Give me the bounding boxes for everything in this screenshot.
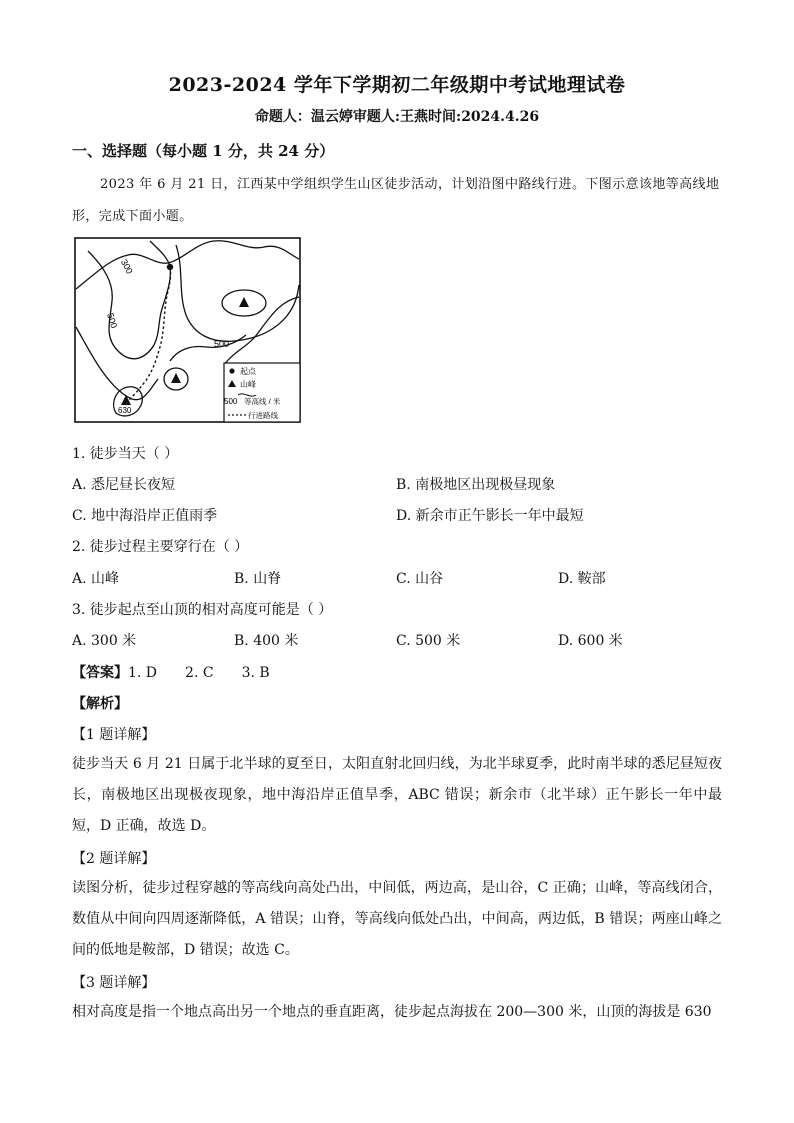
contour-label-300: 300 (118, 257, 135, 276)
contour-label-500-left: 500 (105, 311, 120, 330)
map-legend (224, 363, 300, 422)
start-point-marker (167, 264, 173, 270)
analysis-label: 【解析】 (72, 696, 128, 712)
contour-map (74, 237, 301, 423)
legend-contour-label: 等高线 / 米 (244, 397, 281, 406)
question-1-option-a: A. 悉尼昼长夜短 (72, 477, 176, 493)
contour-label-500-right: 500 (214, 339, 230, 349)
answer-item-2: 2. C (185, 665, 214, 681)
legend-peak-label: 山峰 (240, 380, 256, 389)
analysis-q3-text: 相对高度是指一个地点高出另一个地点的垂直距离，徒步起点海拔在 200—300 米，山顶的海拔是 630 (72, 1004, 712, 1020)
peak-label-630: 630 (118, 406, 132, 415)
question-2-option-d: D. 鞍部 (558, 571, 606, 587)
analysis-q1-text: 徒步当天 6 月 21 日属于北半球的夏至日，太阳直射北回归线，为北半球夏季，此时南半球的悉尼昼短夜长，南极地区出现极夜现象，地中海沿岸正值旱季，ABC 错误；新余市（北半球）正午影长一年中最短，D 正确，故选 D。 (72, 756, 722, 834)
question-1-option-c: C. 地中海沿岸正值雨季 (72, 508, 218, 524)
question-3-option-d: D. 600 米 (558, 633, 623, 649)
section-heading-choice: 一、选择题（每小题 1 分，共 24 分） (72, 142, 335, 160)
question-2-option-b: B. 山脊 (234, 571, 282, 587)
question-1-stem: 1. 徒步当天（ ） (72, 446, 179, 462)
question-3-stem: 3. 徒步起点至山顶的相对高度可能是（ ） (72, 602, 333, 618)
legend-route-label: 行进路线 (248, 411, 278, 420)
analysis-q1-label: 【1 题详解】 (72, 727, 156, 743)
question-2-stem: 2. 徒步过程主要穿行在（ ） (72, 539, 249, 555)
intro-line-1: 2023 年 6 月 21 日，江西某中学组织学生山区徒步活动，计划沿图中路线行进。下图示意该地等高线地 (100, 177, 720, 192)
legend-contour-value: 500 (224, 397, 238, 406)
answer-item-1: 1. D (128, 665, 158, 681)
intro-line-2: 形，完成下面小题。 (72, 209, 193, 224)
analysis-q2-text: 读图分析，徒步过程穿越的等高线向高处凸出，中间低，两边高，是山谷，C 正确；山峰，等高线闭合，数值从中间向四周逐渐降低，A 错误；山脊，等高线向低处凸出，中间高，两边低，B 错误；两座山峰之间的低地是鞍部，D 错误；故选 C。 (72, 880, 722, 958)
analysis-q3-label: 【3 题详解】 (72, 975, 156, 991)
analysis-q2-label: 【2 题详解】 (72, 851, 156, 867)
question-3-option-c: C. 500 米 (396, 633, 461, 649)
exam-authors: 命题人：温云婷审题人:王燕时间:2024.4.26 (254, 109, 540, 125)
legend-start-label: 起点 (240, 367, 256, 376)
question-2-option-a: A. 山峰 (72, 571, 120, 587)
answer-label: 【答案】 (72, 665, 128, 681)
answer-item-3: 3. B (241, 665, 270, 681)
exam-title: 2023-2024 学年下学期初二年级期中考试地理试卷 (168, 74, 626, 96)
question-1-option-d: D. 新余市正午影长一年中最短 (396, 508, 584, 524)
legend-start-marker (229, 368, 234, 373)
answer-line (72, 662, 270, 682)
question-1-option-b: B. 南极地区出现极昼现象 (396, 477, 556, 493)
question-3-option-a: A. 300 米 (72, 633, 137, 649)
question-2-option-c: C. 山谷 (396, 571, 444, 587)
question-3-option-b: B. 400 米 (234, 633, 299, 649)
